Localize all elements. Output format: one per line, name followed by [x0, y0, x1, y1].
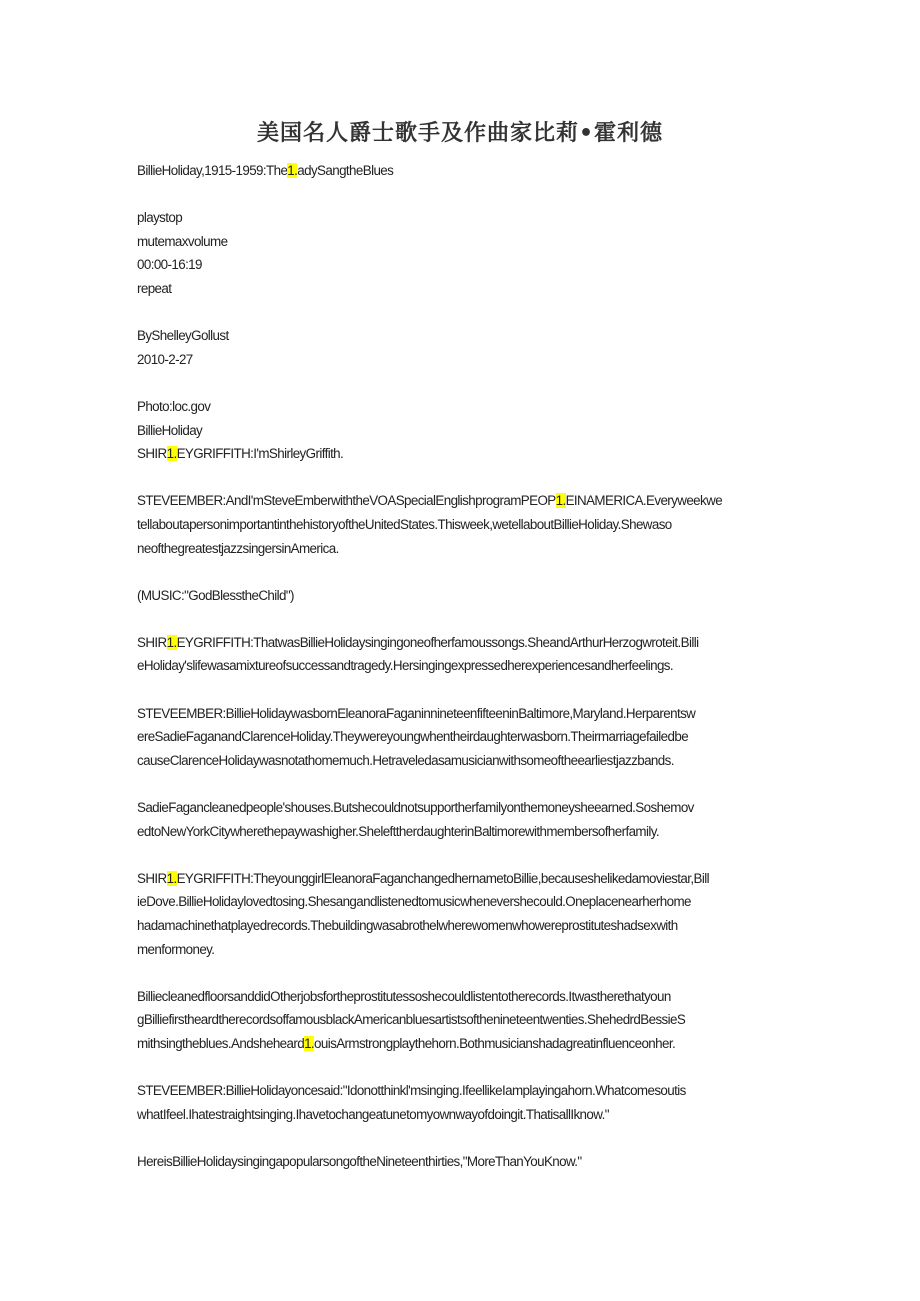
text-run: ieDove.BillieHolidaylovedtosing.Shesangandlistenedtomusicwhenevershecould.Oneplacenearherhome	[137, 894, 691, 910]
highlighted-text: 1.	[555, 493, 566, 509]
text-line	[137, 537, 783, 561]
text-run: STEVEEMBER:BillieHolidaywasbornEleanoraFaganinnineteenfifteeninBaltimore,Maryland.Herparentsw	[137, 705, 696, 721]
text-line	[137, 1032, 783, 1056]
paragraph-gap	[137, 371, 783, 395]
text-line	[137, 654, 783, 678]
paragraph-gap	[137, 560, 783, 584]
text-run: 00:00-16:19	[137, 257, 202, 273]
text-line	[137, 820, 783, 844]
text-run: STEVEEMBER:AndI'mSteveEmberwiththeVOASpecialEnglishprogramPEOP	[137, 493, 556, 509]
text-run: neofthegreatestjazzsingersinAmerica.	[137, 540, 339, 556]
text-run: ouisArmstrongplaythehorn.Bothmusicianshadagreatinfluenceonher.	[314, 1035, 676, 1051]
text-line	[137, 489, 783, 513]
text-line	[137, 253, 783, 277]
text-run: EINAMERICA.Everyweekwe	[565, 493, 723, 509]
text-line	[137, 1150, 783, 1174]
highlighted-text: 1.	[287, 163, 298, 178]
text-run: ByShelleyGollust	[137, 328, 229, 344]
highlighted-text: 1.	[166, 634, 177, 650]
highlighted-text: 1.	[304, 1035, 315, 1051]
text-run: menformoney.	[137, 941, 215, 957]
text-run: mutemaxvolume	[137, 233, 228, 249]
text-line	[137, 985, 783, 1009]
text-line	[137, 631, 783, 655]
text-run: STEVEEMBER:BillieHolidayoncesaid:"Idonotthinkl'msinging.IfeellikeIamplayingahorn.Whatcomesoutis	[137, 1083, 686, 1099]
text-line	[137, 513, 783, 537]
paragraph-gap	[137, 961, 783, 985]
text-run: EYGRIFFITH:TheyounggirlEleanoraFaganchangedhernametoBillie,becauseshelikedamoviestar,Bill	[176, 870, 709, 886]
paragraph-gap	[137, 301, 783, 325]
text-run: (MUSIC:"GodBlesstheChild")	[137, 587, 294, 603]
text-run: whatIfeel.Ihatestraightsinging.Ihavetochangeatunetomyownwayofdoingit.ThatisallIknow."	[137, 1106, 609, 1122]
text-line	[137, 584, 783, 608]
document-title: 美国名人爵士歌手及作曲家比莉•霍利德	[256, 121, 664, 146]
text-run: HereisBillieHolidaysingingapopularsongoftheNineteenthirties,"MoreThanYouKnow."	[137, 1153, 582, 1169]
text-line	[137, 914, 783, 938]
text-line	[137, 159, 783, 183]
text-line	[137, 395, 783, 419]
text-line	[137, 442, 783, 466]
paragraph-gap	[137, 1056, 783, 1080]
text-run: SHIR	[137, 870, 167, 886]
document-body	[137, 159, 783, 1174]
paragraph-gap	[137, 772, 783, 796]
text-line	[137, 890, 783, 914]
text-run: EYGRIFFITH:I'mShirleyGriffith.	[176, 446, 344, 462]
highlighted-text: 1.	[166, 870, 177, 886]
text-run: edtoNewYorkCitywherethepaywashigher.ShelefttherdaughterinBaltimorewithmembersofherfamily.	[137, 823, 659, 839]
text-line	[137, 796, 783, 820]
text-line	[137, 867, 783, 891]
text-line	[137, 1103, 783, 1127]
text-line	[137, 324, 783, 348]
text-run: repeat	[137, 280, 172, 296]
highlighted-text: 1.	[166, 446, 177, 462]
paragraph-gap	[137, 183, 783, 207]
text-line	[137, 277, 783, 301]
text-run: SadieFagancleanedpeople'shouses.Butshecouldnotsupportherfamilyonthemoneysheearned.Soshemov	[137, 800, 694, 816]
text-run: tellaboutapersonimportantinthehistoryoftheUnitedStates.Thisweek,wetellaboutBillieHoliday.Shewaso	[137, 516, 672, 532]
text-line	[137, 1008, 783, 1032]
text-run: 2010-2-27	[137, 351, 193, 367]
text-line	[137, 206, 783, 230]
text-line	[137, 725, 783, 749]
text-line	[137, 348, 783, 372]
text-run: eHoliday'slifewasamixtureofsuccessandtragedy.Hersingingexpressedherexperiencesandherfeelings.	[137, 658, 674, 674]
paragraph-gap	[137, 678, 783, 702]
text-run: BillieHoliday	[137, 422, 203, 438]
paragraph-gap	[137, 843, 783, 867]
text-line	[137, 749, 783, 773]
text-run: SHIR	[137, 446, 167, 462]
paragraph-gap	[137, 607, 783, 631]
text-run: mithsingtheblues.Andsheheard	[137, 1035, 305, 1051]
text-line	[137, 1079, 783, 1103]
text-run: EYGRIFFITH:ThatwasBillieHolidaysingingoneofherfamoussongs.SheandArthurHerzogwroteit.Billi	[176, 634, 699, 650]
text-run: Photo:loc.gov	[137, 398, 211, 414]
text-run: gBilliefirstheardtherecordsoffamousblackAmericanbluesartistsofthenineteentwenties.ShehedrdBessieS	[137, 1012, 686, 1028]
text-run: hadamachinethatplayedrecords.Thebuildingwasabrothelwherewomenwhowereprostituteshadsexwith	[137, 918, 678, 933]
paragraph-gap	[137, 466, 783, 490]
text-line	[137, 419, 783, 443]
text-run: BilliecleanedfloorsanddidOtherjobsfortheprostitutessoshecouldlistentotherecords.Itwastherethatyoun	[137, 988, 671, 1004]
text-line	[137, 938, 783, 962]
text-run: ereSadieFaganandClarenceHoliday.Theywereyoungwhentheirdaughterwasborn.Theirmarriagefailedbe	[137, 729, 689, 745]
text-run: causeClarenceHolidaywasnotathomemuch.Hetraveledasamusicianwithsomeoftheearliestjazzbands.	[137, 752, 674, 768]
paragraph-gap	[137, 1126, 783, 1150]
text-run: adySangtheBlues	[297, 163, 394, 178]
text-line	[137, 230, 783, 254]
text-run: BillieHoliday,1915-1959:The	[137, 163, 288, 178]
text-run: playstop	[137, 210, 183, 226]
text-line	[137, 702, 783, 726]
text-run: SHIR	[137, 634, 167, 650]
